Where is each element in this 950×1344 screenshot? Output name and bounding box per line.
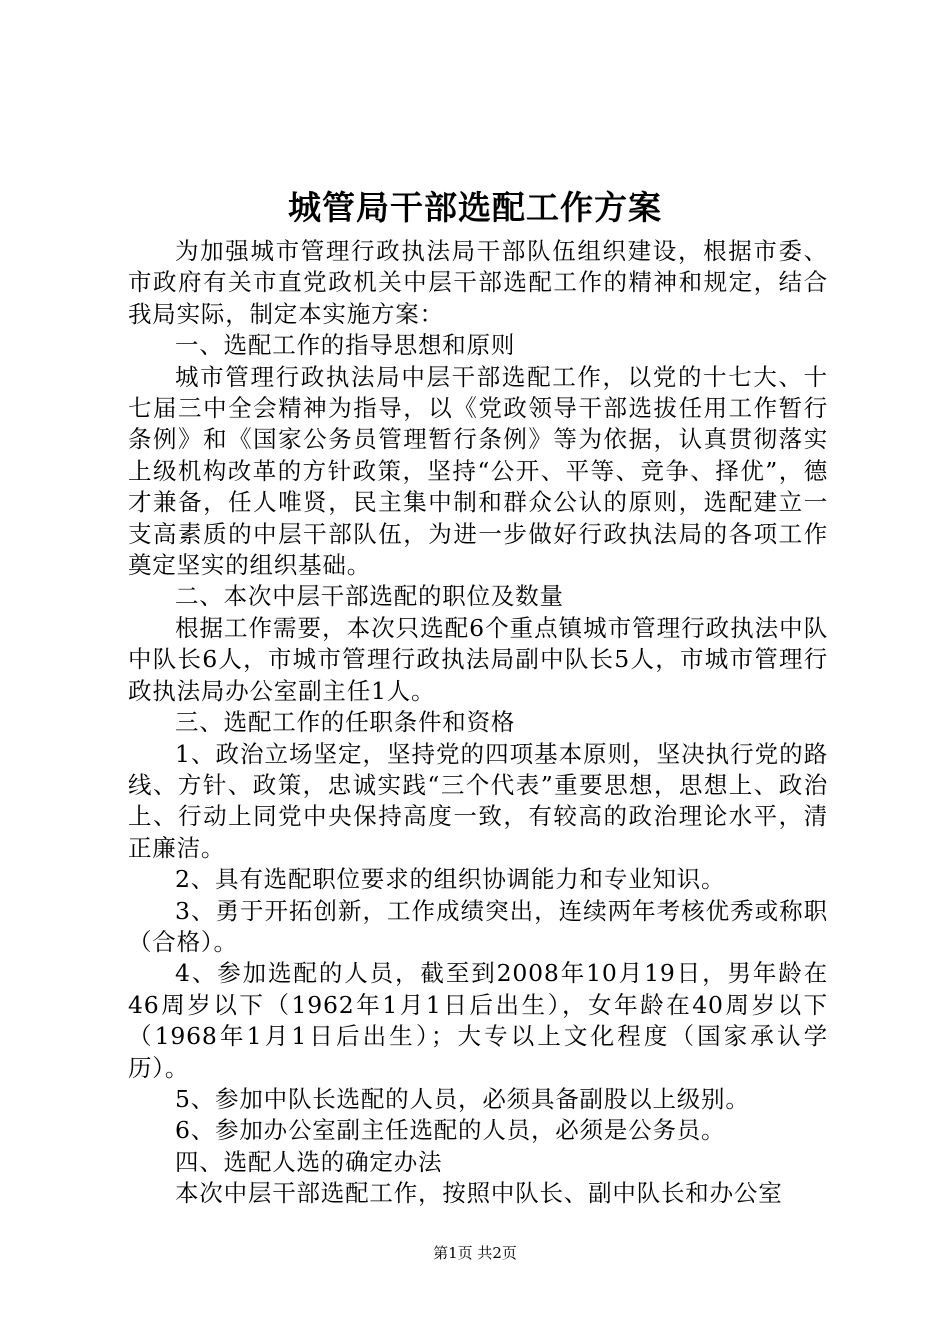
section-heading-3: 三、选配工作的任职条件和资格 [175,708,516,737]
section-heading-1: 一、选配工作的指导思想和原则 [175,331,516,360]
section-heading-2: 二、本次中层干部选配的职位及数量 [175,582,564,611]
document-title: 城管局干部选配工作方案 [288,188,662,227]
intro-paragraph: 为加强城市管理行政执法局干部队伍组织建设，根据市委、市政府有关市直党政机关中层干部选配工作的精神和规定，结合我局实际，制定本实施方案： [128,237,828,328]
section-4-paragraph: 本次中层干部选配工作，按照中队长、副中队长和办公室 [175,1179,783,1208]
page-footer: 第1页 共2页 [433,1244,517,1262]
condition-item-4: 4、参加选配的人员，截至到2008年10月19日，男年龄在46周岁以下（1962年1月1日后出生），女年龄在40周岁以下（1968年1月1日后出生）；大专以上文化程度（国家承认学历）。 [128,959,828,1082]
section-heading-4: 四、选配人选的确定办法 [175,1147,443,1176]
condition-item-2: 2、具有选配职位要求的组织协调能力和专业知识。 [175,865,726,894]
section-1-paragraph: 城市管理行政执法局中层干部选配工作，以党的十七大、十七届三中全会精神为指导，以《党政领导干部选拔任用工作暂行条例》和《国家公务员管理暂行条例》等为依据，认真贯彻落实上级机构改革的方针政策，坚持“公开、平等、竞争、择优”，德才兼备，任人唯贤，民主集中制和群众公认的原则，选配建立一支高素质的中层干部队伍，为进一步做好行政执法局的各项工作奠定坚实的组织基础。 [128,362,828,580]
document-body [128,236,828,1210]
section-2-paragraph: 根据工作需要，本次只选配6个重点镇城市管理行政执法中队中队长6人，市城市管理行政执法局副中队长5人，市城市管理行政执法局办公室副主任1人。 [128,613,828,705]
condition-item-1: 1、政治立场坚定，坚持党的四项基本原则，坚决执行党的路线、方针、政策，忠诚实践“三个代表”重要思想，思想上、政治上、行动上同党中央保持高度一致，有较高的政治理论水平，清正廉洁。 [128,739,828,862]
condition-item-5: 5、参加中队长选配的人员，必须具备副股以上级别。 [175,1084,750,1113]
condition-item-6: 6、参加办公室副主任选配的人员，必须是公务员。 [175,1116,726,1145]
condition-item-3: 3、勇于开拓创新，工作成绩突出，连续两年考核优秀或称职（合格）。 [128,896,828,956]
